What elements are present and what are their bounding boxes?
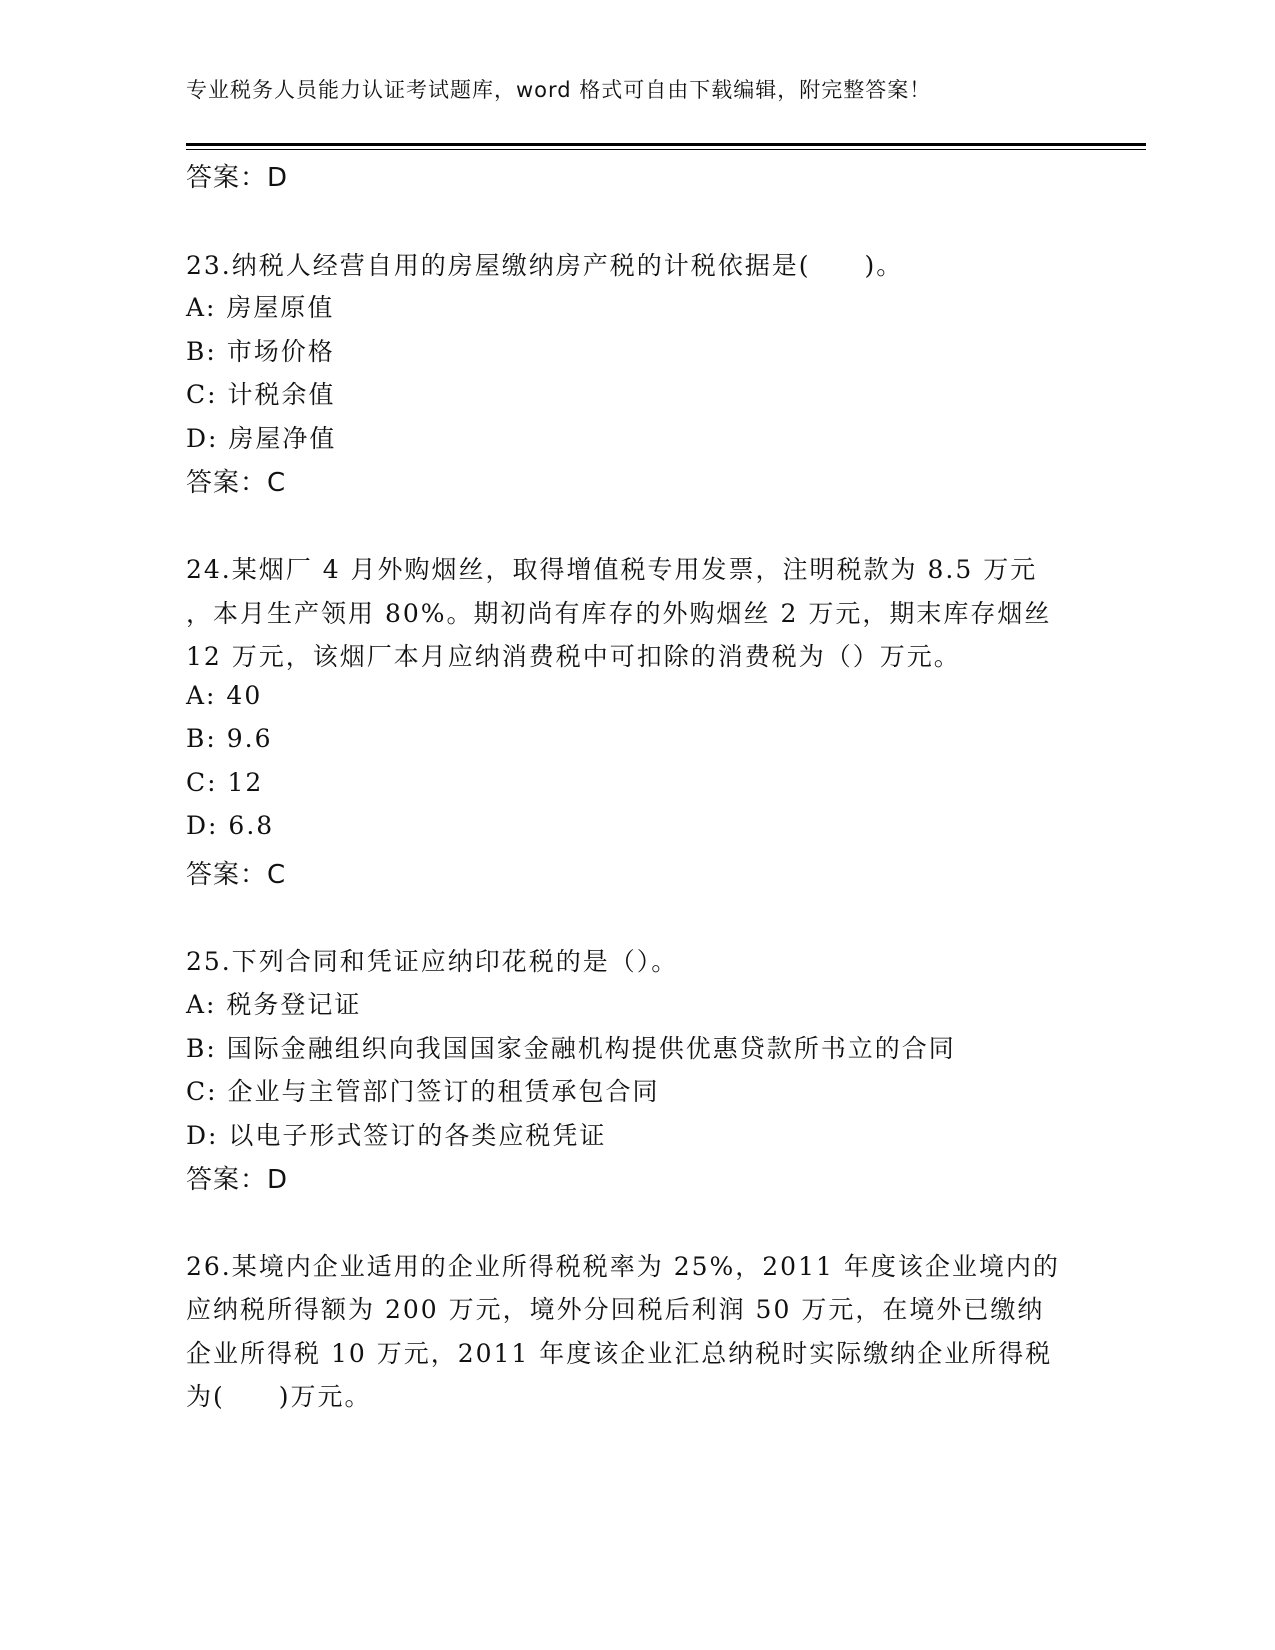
header-rule-thin <box>186 149 1146 150</box>
question-26-stem-line-4: 为( )万元。 <box>186 1382 372 1411</box>
question-24-stem-line-2: ，本月生产领用 80%。期初尚有库存的外购烟丝 2 万元，期末库存烟丝 <box>186 599 1052 628</box>
page-header: 专业税务人员能力认证考试题库，word 格式可自由下载编辑，附完整答案！ <box>186 78 932 102</box>
previous-answer: 答案：D <box>186 163 289 193</box>
question-26-stem-line-2: 应纳税所得额为 200 万元，境外分回税后利润 50 万元，在境外已缴纳 <box>186 1295 1045 1324</box>
question-24-option-b: B: 9.6 <box>186 724 273 753</box>
question-24-answer: 答案：C <box>186 860 287 890</box>
header-rule-thick <box>186 143 1146 146</box>
question-23-stem: 23.纳税人经营自用的房屋缴纳房产税的计税依据是( )。 <box>186 251 904 280</box>
question-25-option-d: D: 以电子形式签订的各类应税凭证 <box>186 1121 607 1150</box>
question-23-option-b: B: 市场价格 <box>186 337 335 366</box>
question-25-option-b: B: 国际金融组织向我国国家金融机构提供优惠贷款所书立的合同 <box>186 1034 956 1063</box>
question-24-stem-line-3: 12 万元，该烟厂本月应纳消费税中可扣除的消费税为（）万元。 <box>186 642 961 671</box>
question-24-option-d: D: 6.8 <box>186 811 275 840</box>
question-25-stem: 25.下列合同和凭证应纳印花税的是（）。 <box>186 947 679 976</box>
question-26-stem-line-3: 企业所得税 10 万元，2011 年度该企业汇总纳税时实际缴纳企业所得税 <box>186 1339 1053 1368</box>
question-23-option-d: D: 房屋净值 <box>186 424 337 453</box>
question-24-stem-line-1: 24.某烟厂 4 月外购烟丝，取得增值税专用发票，注明税款为 8.5 万元 <box>186 555 1038 584</box>
question-23-answer: 答案：C <box>186 468 287 498</box>
question-23-option-c: C: 计税余值 <box>186 380 336 409</box>
question-23-option-a: A: 房屋原值 <box>186 293 335 322</box>
question-25-option-c: C: 企业与主管部门签订的租赁承包合同 <box>186 1077 660 1106</box>
question-24-option-c: C: 12 <box>186 768 264 797</box>
question-24-option-a: A: 40 <box>186 681 263 710</box>
question-25-answer: 答案：D <box>186 1165 289 1195</box>
question-26-stem-line-1: 26.某境内企业适用的企业所得税税率为 25%，2011 年度该企业境内的 <box>186 1252 1060 1281</box>
question-25-option-a: A: 税务登记证 <box>186 990 362 1019</box>
